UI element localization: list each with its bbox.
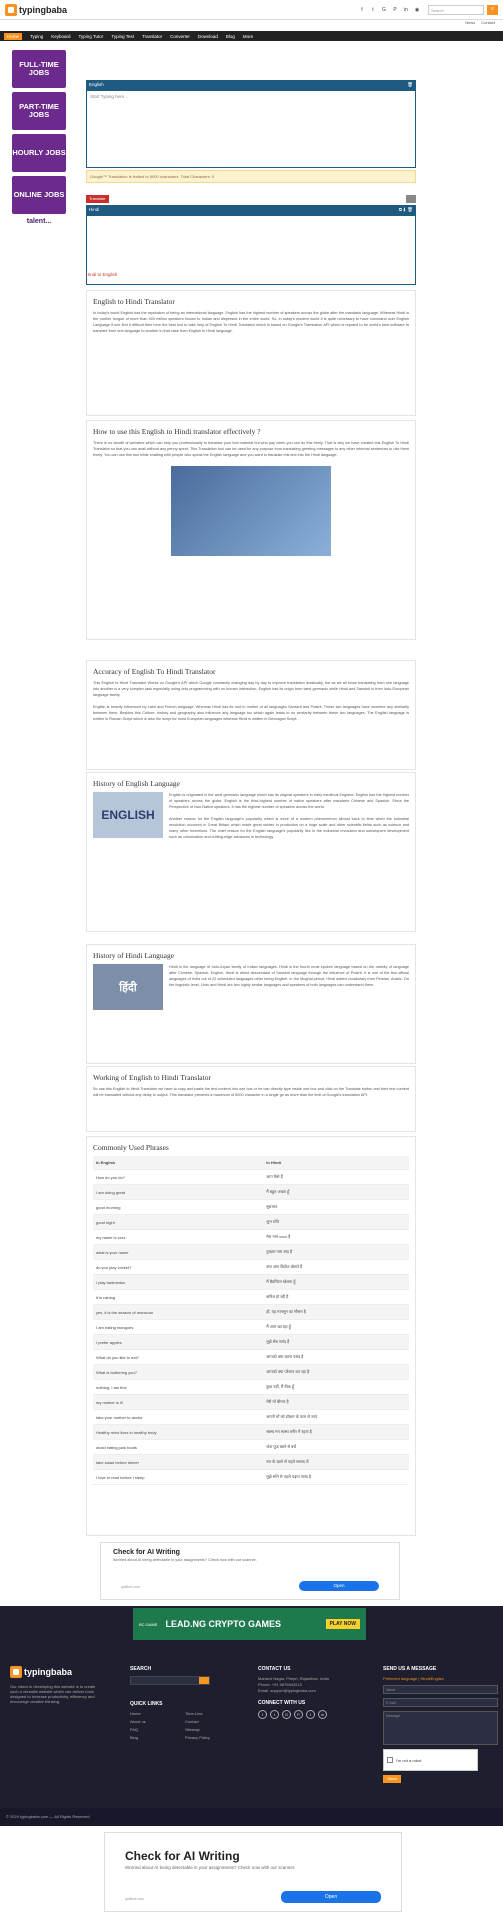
bottom-ad[interactable] [104,1832,402,1912]
nav-typing-tutor[interactable]: Typing Tutor [78,33,104,39]
hindi-phrase: शुभ रात्रि [263,1215,409,1230]
ad-desc: Worried about AI being detectable in your assignments? Check now with our scanner. [125,1865,296,1870]
section-body: In today's world English has the reputation of being an international language. English has the highest number of speakers across the globe after the mandarin language. Whereas Hindi is the mother tongue of more than 400 million speakers known to Indian and dispersed in the entire world. So, in today's modern world it is quite necessary to have command over English Language if one find it difficult then here the best tool to take help of English To Hindi Translator which is based on Google's Translation API which is reputed to be world's best software to translate from one language to another in that case from English to Hindi language. [93,311,409,333]
pinterest-icon[interactable]: P [294,1710,303,1719]
section-title: English to Hindi Translator [93,297,175,306]
english-phrase: nothing, I am fine [93,1380,263,1395]
table-row [93,1425,409,1440]
contact-link[interactable]: Contact [481,20,495,25]
hindi-phrase: स्वस्थ मन स्वस्थ शरीर में रहता है [263,1425,409,1440]
english-phrase: it is raining [93,1290,263,1305]
table-header-row [93,1156,409,1170]
nav-blog[interactable]: Blog [225,33,235,39]
hindi-phrase: हाँ, यह मानसून का मौसम है [263,1305,409,1320]
contact-phone: Phone: +91 9876543210 [258,1682,302,1687]
english-phrase: what is your name [93,1245,263,1260]
table-row [93,1305,409,1320]
english-phrase: do you play cricket? [93,1260,263,1275]
char-limit-note: Google™ Translation is limited to 5000 characters. Total Characters: 0 [86,170,416,183]
table-row [93,1335,409,1350]
facebook-icon[interactable]: f [361,6,363,13]
english-phrase: I love to read before I sleep [93,1470,263,1485]
hindi-phrase: मैं आम खा रहा हूँ [263,1320,409,1335]
english-image: ENGLISH [93,792,163,838]
section-history-english [86,772,416,932]
section-phrases [86,1136,416,1536]
section-body: Hindi is the language of Indo-Aryan family of Indian languages. Hindi is the fourth most spoken language based on the nativity of language after Chinese, Spanish, English. Hindi is direct descendant of Sanskrit language through the influence of Prakrit. It is one of the few official languages of India out of 22 scheduled languages other being English. In the Mughal period, Hindi added vocabulary from Persian, Arabic. On the linguistic level, Urdu and Hindi are two highly similar languages and speakers of both languages can understand them. [169,965,409,987]
footer-quick-title: QUICK LINKS [130,1701,163,1707]
source-lang-label: English [89,82,104,87]
source-bar [86,80,416,90]
android-translator-image [171,466,331,556]
news-link[interactable]: News [465,20,476,25]
copyright-bar: © 2024 typingbaba.com — All Rights Reserved [0,1808,503,1826]
site-header [0,0,503,20]
footer-link[interactable]: Privacy Policy [185,1735,210,1740]
google-icon[interactable]: G [282,1710,291,1719]
hindi-phrase: आपको क्या परेशान कर रहा है [263,1365,409,1380]
table-row [93,1230,409,1245]
ad-url: quillbot.com [125,1897,144,1901]
linkedin-icon[interactable]: in [318,1710,327,1719]
footer-link[interactable]: Sitemap [185,1727,200,1732]
banner-title: LEAD.NG CRYPTO GAMES [165,1619,281,1629]
logo-icon [10,1666,22,1678]
footer-connect-title: CONNECT WITH US [258,1700,306,1706]
hindi-phrase: मेरा नाम xxxx है [263,1230,409,1245]
footer-link[interactable]: Blog [130,1735,139,1740]
nav-translator[interactable]: Translator [142,33,163,39]
footer-message-col [383,1666,498,1783]
section-body: So use this English to Hindi Translator we have to copy and paste the text content into one box or he can directly type inside one box and click on the Translate button and their text content will be translated without any delay to output. This translator presents a maximum of 5000 character in a single go as more than the limit of Google's translation API. [93,1087,409,1097]
table-row [93,1410,409,1425]
ad-open-button[interactable]: Open [299,1581,379,1591]
footer-link[interactable]: Contact [185,1719,199,1724]
source-textarea[interactable]: Start Typing here... [86,90,416,168]
left-ad [12,50,66,225]
captcha-label: I'm not a robot [396,1757,422,1763]
english-phrase: take salad before dinner [93,1455,263,1470]
table-row [93,1245,409,1260]
section-history-hindi [86,944,416,1064]
footer-logo[interactable] [10,1666,100,1678]
footer-brand: typingbaba [24,1667,73,1677]
nav-download[interactable]: Download [197,33,218,39]
send-button[interactable]: Send [383,1775,401,1783]
play-now-button[interactable]: PLAY NOW [326,1619,360,1629]
section-body: This English to Hindi Translator Works on Google's API which Google constantly changing day by day to improve translation drastically, but as we all know translating from one language into another is a very complex task especially using only programming with no human interaction, English has its origin from west germanic while Hindi and Sanskrit is from Indo-European language family. [93,681,409,697]
english-phrase: I prefer apples [93,1335,263,1350]
table-row [93,1320,409,1335]
table-row [93,1200,409,1215]
english-phrase: Healthy mind lives in healthy body [93,1425,263,1440]
nav-home[interactable]: Home [4,33,22,40]
twitter-icon[interactable]: t [270,1710,279,1719]
email-field[interactable]: E-mail [383,1698,498,1707]
footer-msg-title: SEND US A MESSAGE [383,1666,437,1672]
english-phrase: avoid eating junk foods [93,1440,263,1455]
hindi-phrase: मेरी माँ बीमार है [263,1395,409,1410]
section-title: How to use this English to Hindi translator effectively ? [93,427,261,436]
table-row [93,1365,409,1380]
twitter-icon[interactable]: t [372,6,374,13]
table-row [93,1395,409,1410]
hindi-phrase: रात के खाने से पहले सलाद लें [263,1455,409,1470]
table-row [93,1170,409,1185]
english-phrase: What is bothering you? [93,1365,263,1380]
rss-icon[interactable]: ◉ [414,6,420,13]
ad-full-time-jobs[interactable]: FULL-TIME JOBS [12,50,66,88]
translator-widget [86,80,416,285]
nav-more[interactable]: More [242,33,254,39]
output-actions [399,207,413,213]
english-phrase: good morning [93,1200,263,1215]
logo[interactable] [5,4,67,16]
hindi-phrase: कुछ नहीं, मैं ठीक हूँ [263,1380,409,1395]
ad-title: Check for AI Writing [125,1849,240,1863]
table-row [93,1440,409,1455]
footer-contact-col [258,1666,368,1719]
translate-button[interactable]: Translate [86,195,109,203]
target-lang-label: Hindi [89,207,100,212]
nav-typing-test[interactable]: Typing Test [111,33,134,39]
search-icon: ⌕ [490,6,495,12]
footer-link[interactable]: FAQ [130,1727,139,1732]
hindi-image: हिंदी [93,964,163,1010]
ad-part-time-jobs[interactable]: PART-TIME JOBS [12,92,66,130]
ad-desc: Worried about AI being detectable in your assignments? Check now with our scanner. [113,1558,257,1562]
table-row [93,1455,409,1470]
english-phrase: take your mother to doctor [93,1410,263,1425]
nav-converter[interactable]: Converter [170,33,190,39]
hindi-phrase: बारिश हो रही है [263,1290,409,1305]
crypto-banner-ad[interactable] [133,1608,366,1640]
table-row [93,1380,409,1395]
nav-keyboard[interactable]: Keyboard [51,33,71,39]
hindi-phrase: तुम्हारा नाम क्या है [263,1245,409,1260]
mid-ad[interactable] [100,1542,400,1600]
table-row [93,1260,409,1275]
english-phrase: What do you like to eat? [93,1350,263,1365]
contact-address: Mahavir Nagar, Pimpri, Rajasthan, India [258,1676,329,1681]
nav-typing[interactable]: Typing [30,33,44,39]
section-how-to-use [86,420,416,640]
hindi-phrase: मैं बहुत अच्छा हूँ [263,1185,409,1200]
copy-icon[interactable]: ⧉ [398,207,402,212]
target-bar [86,205,416,215]
clear-icon[interactable]: 🗑 [407,82,413,87]
english-phrase: my name is xxxx [93,1230,263,1245]
section-working [86,1066,416,1132]
english-phrase: How do you do? [93,1170,263,1185]
section-title: Accuracy of English To Hindi Translator [93,667,216,676]
hindi-phrase: जंक फूड खाने से बचें [263,1440,409,1455]
hindi-to-english-link[interactable]: Hindi to English [86,272,118,277]
top-sub-links [465,20,495,25]
footer-search-col [130,1666,210,1740]
header-hindi: In Hindi [263,1156,409,1170]
footer-contact-title: CONTACT US [258,1666,291,1672]
table-row [93,1215,409,1230]
facebook-icon[interactable]: f [258,1710,267,1719]
google-icon[interactable]: G [382,6,386,13]
footer-link[interactable]: Time-Line [185,1711,203,1716]
english-phrase: I am doing great [93,1185,263,1200]
ad-url: quillbot.com [121,1585,140,1589]
table-row [93,1185,409,1200]
header-english: In English [93,1156,263,1170]
recaptcha[interactable] [383,1749,478,1771]
swap-button[interactable] [406,195,416,203]
section-en-hi-translator [86,290,416,416]
hindi-phrase: आपको क्या खाना पसंद है [263,1350,409,1365]
hindi-phrase: क्या आप क्रिकेट खेलते हैं [263,1260,409,1275]
clear-output-icon[interactable]: 🗑 [407,207,413,212]
footer-quick-links [130,1711,210,1740]
english-phrase: my mother is ill [93,1395,263,1410]
section-body: English is originated in the west germanic language which has its original speakers in early medieval England. English has the highest number of speakers across the globe. English is the third-highest number of native speakers after mandarin Chinese and Spanish. Since the Perspective of Non-Native speakers, it has the highest number of speakers across the world. [169,793,409,809]
social-links [358,5,498,15]
search-button[interactable] [487,5,498,15]
contact-email[interactable]: Email: support@typingbaba.com [258,1688,316,1693]
ad-online-jobs[interactable]: ONLINE JOBS [12,176,66,214]
tumblr-icon[interactable]: t [306,1710,315,1719]
search-icon[interactable] [199,1677,209,1684]
ad-brand[interactable]: talent... [26,218,52,225]
english-phrase: good night [93,1215,263,1230]
translate-controls [86,195,416,203]
english-phrase: I am eating mangoes [93,1320,263,1335]
footer-social [258,1710,368,1719]
message-field[interactable]: Message [383,1711,498,1745]
hindi-phrase: आप कैसे हैं [263,1170,409,1185]
footer-link[interactable]: Home [130,1711,141,1716]
table-row [93,1470,409,1485]
pinterest-icon[interactable]: P [393,6,397,13]
section-title: History of English Language [93,779,180,788]
ad-title: Check for AI Writing [113,1549,180,1556]
section-body-2: Another reason for the English language's popularity which is more of a modern phenomenon almost back to time when the industrial revolution occurred in Great Britain which made great strides in production on a huge scale and other scientific fields such as science and many other inventions. The chief reason for the English language's popularity lies in the industrial revolution and subsequent development such as colonization and cutting-edge advances in technology. [169,817,409,839]
search-input[interactable]: Search [428,5,484,15]
section-body-2: English is heavily influenced by Latin and French language. Whereas Hindi has its root in mother of all languages Sanskrit and Prakrit. These two languages have nowhere any similarity between them. Besides this Culture, history and geography also influence any language too which again leads to no similarity between these two languages. The English language is written in Roman Script which is also the script for most European languages whereas Hindi is written in Devnagari Script. [93,705,409,721]
footer-about-text: Our vision in developing this website is to create such a versatile website which can deliver tools designed to increase productivity, efficiency and encourage creative thinking. [10,1684,96,1704]
banner-sub: BC.GAME [139,1621,158,1627]
hindi-phrase: मैं बैडमिंटन खेलता हूँ [263,1275,409,1290]
ad-open-button[interactable]: Open [281,1891,381,1903]
section-title: Working of English to Hindi Translator [93,1073,211,1082]
english-phrase: I play badminton [93,1275,263,1290]
linkedin-icon[interactable]: in [404,6,408,13]
hindi-phrase: अपनी माँ को डॉक्टर के पास ले जाएं [263,1410,409,1425]
section-title: History of Hindi Language [93,951,175,960]
hindi-phrase: मुझे सेब पसंद हैं [263,1335,409,1350]
footer-search-input[interactable] [130,1676,210,1685]
name-field[interactable]: Name [383,1685,498,1694]
target-textarea[interactable] [86,215,416,285]
table-row [93,1275,409,1290]
section-title: Commonly Used Phrases [93,1143,169,1152]
section-body: There is no dearth of websites which can help you professionally to translate your text material but who pay when you can do this freely. That is why we have created this English To Hindi Translator so that you can avail without any penny spent. This Translation tool can be used for any purpose from translating greeting messages to any other informal sentences to use them freely. You can use this tool while chatting with people who speak the English language and you want to translate this text into the Hindi language. [93,441,409,457]
download-icon[interactable]: ⬇ [403,207,407,212]
phrases-table [93,1156,409,1485]
ad-hourly-jobs[interactable]: HOURLY JOBS [12,134,66,172]
section-accuracy [86,660,416,770]
footer-msg-sub: Preferred language | Hindi/English [383,1676,444,1681]
hindi-phrase: सुप्रभात [263,1200,409,1215]
footer-search-title: SEARCH [130,1666,152,1672]
table-row [93,1350,409,1365]
table-row [93,1290,409,1305]
footer-link[interactable]: About us [130,1719,146,1724]
main-nav [0,31,503,41]
footer-about [10,1666,100,1704]
captcha-checkbox[interactable] [387,1757,393,1763]
hindi-phrase: मुझे सोने से पहले पढ़ना पसंद है [263,1470,409,1485]
logo-icon [5,4,17,16]
brand-name: typingbaba [19,4,68,15]
english-phrase: yes, it is the season of monsoon [93,1305,263,1320]
